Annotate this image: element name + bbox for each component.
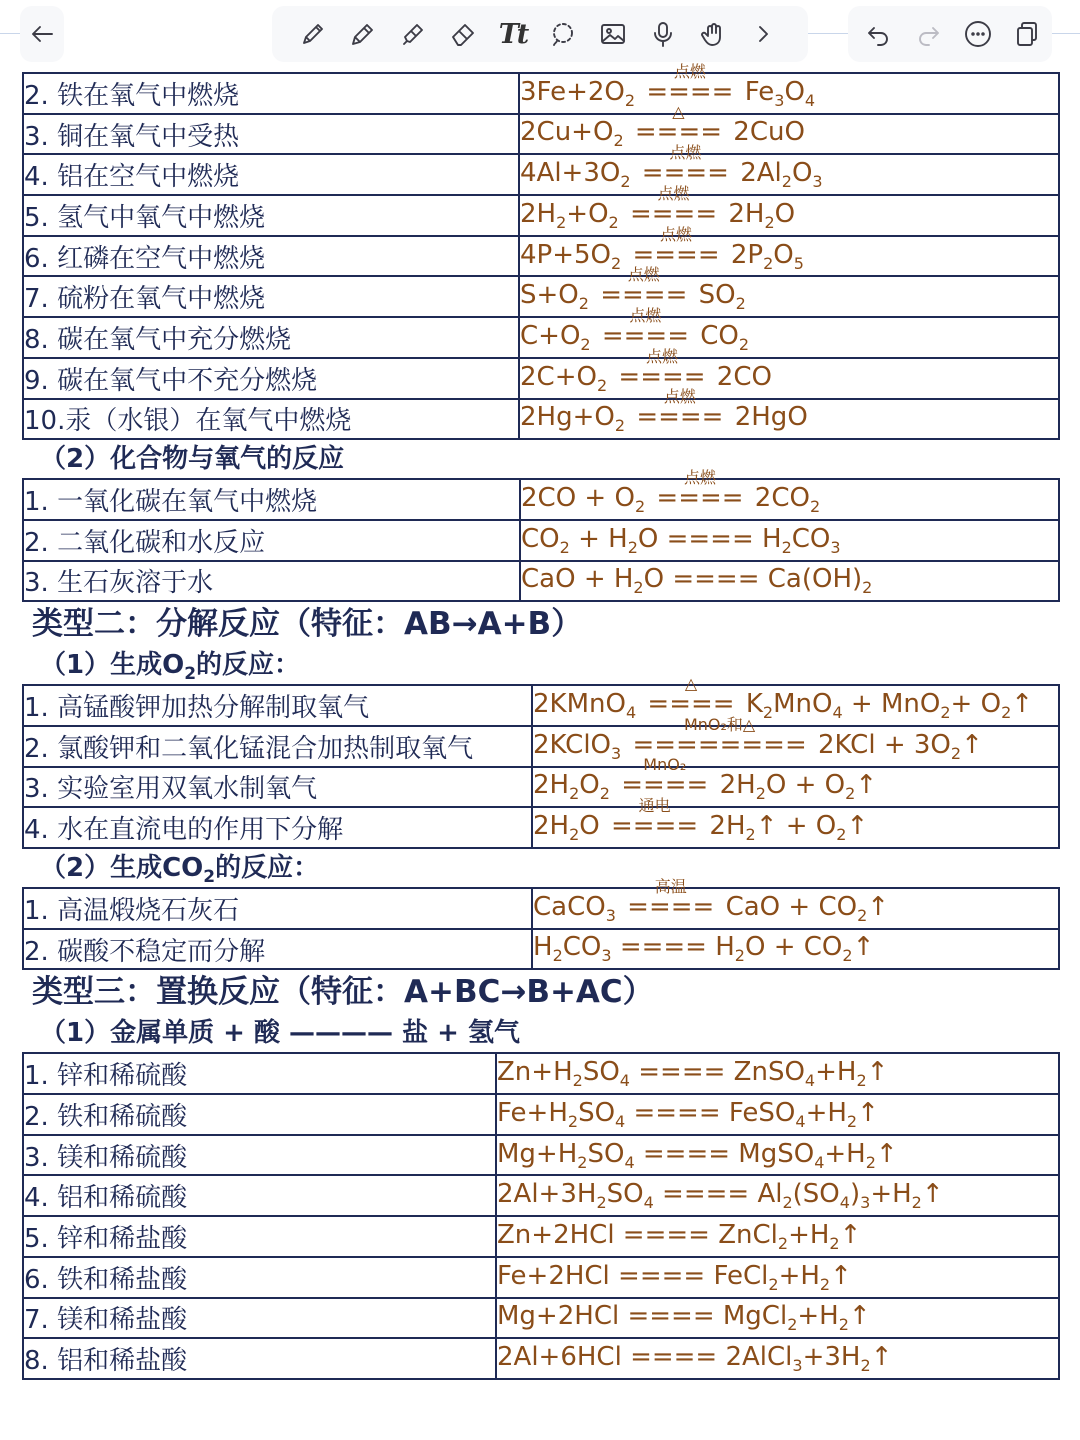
table-row xyxy=(23,929,1059,970)
undo-icon[interactable] xyxy=(854,6,904,62)
reaction-name: 2. 氯酸钾和二氧化锰混合加热制取氧气 xyxy=(23,726,532,767)
chemical-equation: Zn+2HCl ==== $ZnCl_2+H_2↑$ xyxy=(496,1216,1059,1257)
reaction-condition: 点燃 ==== xyxy=(600,265,688,311)
more-options-icon[interactable] xyxy=(953,6,1003,62)
eraser-icon[interactable] xyxy=(438,6,488,62)
table-row xyxy=(23,807,1059,848)
subsection-heading: （2）化合物与氧气的反应 xyxy=(40,444,345,475)
table-row xyxy=(23,358,1059,399)
reaction-name: 3. 生石灰溶于水 xyxy=(23,561,520,602)
chemical-equation: Mg+2HCl ==== $MgCl_2+H_2↑$ xyxy=(496,1298,1059,1339)
table-row xyxy=(23,520,1059,561)
table-row xyxy=(23,195,1059,236)
chemical-equation: $2Al+3H_2SO_4$ ==== $Al_2(SO_4)_3+H_2↑$ xyxy=(496,1175,1059,1216)
table-row xyxy=(23,1053,1059,1094)
microphone-icon[interactable] xyxy=(638,6,688,62)
reaction-name: 4. 铝在空气中燃烧 xyxy=(23,154,519,195)
chemical-equation: $4Al+3O_2$ 点燃 ==== $2Al_2O_3$ xyxy=(519,154,1059,195)
pages-icon[interactable] xyxy=(1003,6,1053,62)
reaction-condition: △ ==== xyxy=(647,674,735,719)
reaction-name: 7. 硫粉在氧气中燃烧 xyxy=(23,276,519,317)
back-arrow-icon[interactable] xyxy=(20,6,64,62)
reaction-name: 1. 高温煅烧石灰石 xyxy=(23,888,532,929)
lasso-icon[interactable] xyxy=(538,6,588,62)
table-row xyxy=(23,236,1059,277)
table-row xyxy=(23,1175,1059,1216)
table-row xyxy=(23,1257,1059,1298)
reaction-name: 8. 碳在氧气中充分燃烧 xyxy=(23,317,519,358)
chemical-equation: $Fe+H_2SO_4$ ==== $FeSO_4+H_2↑$ xyxy=(496,1094,1059,1135)
reaction-condition: 点燃 ==== xyxy=(629,183,718,229)
table-row xyxy=(23,276,1059,317)
reaction-table xyxy=(22,674,1060,849)
reaction-table xyxy=(22,467,1060,602)
table-row xyxy=(23,561,1059,602)
table-row xyxy=(23,479,1059,520)
table-row xyxy=(23,317,1059,358)
table-row xyxy=(23,1298,1059,1339)
reaction-name: 6. 铁和稀盐酸 xyxy=(23,1257,496,1298)
chemical-equation: $Mg+H_2SO_4$ ==== $MgSO_4+H_2↑$ xyxy=(496,1135,1059,1176)
toolbar-divider-left xyxy=(0,33,20,34)
redo-icon[interactable] xyxy=(904,6,954,62)
reaction-name: 1. 锌和稀硫酸 xyxy=(23,1053,496,1094)
subsection-heading: （1）金属单质 + 酸 ———— 盐 + 氢气 xyxy=(40,1018,520,1049)
image-icon[interactable] xyxy=(588,6,638,62)
reaction-condition: 高温 ==== xyxy=(627,876,715,922)
chemical-equation: $2Cu+O_2$ △ ==== 2CuO xyxy=(519,114,1059,155)
toolbar-divider-mid xyxy=(808,33,848,34)
reaction-condition: 点燃 ==== xyxy=(601,305,689,351)
reaction-name: 7. 镁和稀盐酸 xyxy=(23,1298,496,1339)
table-row xyxy=(23,726,1059,767)
reaction-condition: △ ==== xyxy=(634,102,723,148)
drawing-tools xyxy=(272,6,808,62)
reaction-condition: 点燃 ==== xyxy=(641,143,729,189)
table-row xyxy=(23,73,1059,114)
reaction-condition: MnO₂和△ ======== xyxy=(632,714,807,760)
chemical-equation: $3Fe+2O_2$ 点燃 ==== $Fe_3O_4$ xyxy=(519,73,1059,114)
chemical-equation: $4P+5O_2$ 点燃 ==== $2P_2O_5$ xyxy=(519,236,1059,277)
reaction-name: 9. 碳在氧气中不充分燃烧 xyxy=(23,358,519,399)
reaction-condition: 点燃 ==== xyxy=(636,387,724,433)
chemical-equation: 2Al+6HCl ==== $2AlCl_3+3H_2↑$ xyxy=(496,1338,1059,1379)
table-row xyxy=(23,888,1059,929)
reaction-name: 4. 水在直流电的作用下分解 xyxy=(23,807,532,848)
section-heading: 类型三：置换反应（特征：A+BC→B+AC） xyxy=(32,974,654,1011)
reaction-name: 1. 一氧化碳在氧气中燃烧 xyxy=(23,479,520,520)
gesture-hand-icon[interactable] xyxy=(688,6,738,62)
reaction-name: 3. 实验室用双氧水制氧气 xyxy=(23,767,532,808)
chemical-equation: Fe+2HCl ==== $FeCl_2+H_2↑$ xyxy=(496,1257,1059,1298)
highlighter-icon[interactable] xyxy=(388,6,438,62)
reaction-name: 3. 铜在氧气中受热 xyxy=(23,114,519,155)
reaction-name: 8. 铝和稀盐酸 xyxy=(23,1338,496,1379)
chemical-equation: 2KMnO$_4$ △ ==== $K_2MnO_4 + MnO_2+$ $O_2↑$ xyxy=(532,685,1059,726)
subsection-heading: （2）生成$CO_2$的反应： xyxy=(40,853,320,888)
note-page[interactable] xyxy=(22,61,1060,1380)
chemical-equation: CaO + $H_2O$ ==== $Ca(OH)_2$ xyxy=(520,561,1059,602)
reaction-name: 10.汞（水银）在氧气中燃烧 xyxy=(23,399,519,440)
reaction-condition: 点燃 ==== xyxy=(618,346,706,392)
table-row xyxy=(23,399,1059,440)
text-tool-icon[interactable] xyxy=(488,6,538,62)
chemical-equation: $2CO + O_2$ 点燃 ==== $2CO_2$ xyxy=(520,479,1059,520)
table-row xyxy=(23,154,1059,195)
table-row xyxy=(23,767,1059,808)
reaction-condition: 点燃 ==== xyxy=(656,467,744,513)
table-row xyxy=(23,114,1059,155)
reaction-condition: 点燃 ==== xyxy=(632,224,720,270)
section-heading: 类型二：分解反应（特征：AB→A+B） xyxy=(32,606,583,643)
reaction-name: 5. 氢气中氧气中燃烧 xyxy=(23,195,519,236)
chemical-equation: $CO_2 + H_2O$ ==== $H_2CO_3$ xyxy=(520,520,1059,561)
reaction-table xyxy=(22,1052,1060,1380)
chemical-equation: $2C+O_2$ 点燃 ==== 2CO xyxy=(519,358,1059,399)
reaction-name: 3. 镁和稀硫酸 xyxy=(23,1135,496,1176)
table-row xyxy=(23,1135,1059,1176)
back-button[interactable] xyxy=(20,6,64,62)
chemical-equation: CaCO$_3$ 高温 ==== CaO + $CO_2↑$ xyxy=(532,888,1059,929)
reaction-condition: MnO₂ ==== xyxy=(621,755,709,801)
reaction-name: 5. 锌和稀盐酸 xyxy=(23,1216,496,1257)
toolbar-divider-right xyxy=(1052,33,1080,34)
reaction-table xyxy=(22,876,1060,970)
text-tool-label: Tt xyxy=(498,18,528,50)
reaction-name: 6. 红磷在空气中燃烧 xyxy=(23,236,519,277)
chemical-equation: $2H_2O_2$ MnO₂ ==== $2H_2O$ + $O_2↑$ xyxy=(532,767,1059,808)
reaction-condition: 点燃 ==== xyxy=(646,61,734,107)
history-tools xyxy=(848,6,1052,62)
table-row xyxy=(23,1338,1059,1379)
chemical-equation: $2H_2+O_2$ 点燃 ==== $2H_2O$ xyxy=(519,195,1059,236)
reaction-name: 2. 铁在氧气中燃烧 xyxy=(23,73,519,114)
chevron-right-icon[interactable] xyxy=(738,6,788,62)
chemical-equation: 2KClO$_3$ MnO₂和△ ======== $2KCl + 3O_2↑$ xyxy=(532,726,1059,767)
table-row xyxy=(23,1094,1059,1135)
reaction-table xyxy=(22,61,1060,440)
reaction-name: 4. 铝和稀硫酸 xyxy=(23,1175,496,1216)
table-row xyxy=(23,685,1059,726)
chemical-equation: $2H_2O$ 通电 ==== $2H_2↑$ + $O_2↑$ xyxy=(532,807,1059,848)
reaction-name: 2. 二氧化碳和水反应 xyxy=(23,520,520,561)
reaction-name: 1. 高锰酸钾加热分解制取氧气 xyxy=(23,685,532,726)
chemical-equation: $2Hg+O_2$ 点燃 ==== 2HgO xyxy=(519,399,1059,440)
reaction-condition: 通电 ==== xyxy=(611,796,699,842)
reaction-name: 2. 铁和稀硫酸 xyxy=(23,1094,496,1135)
table-row xyxy=(23,1216,1059,1257)
reaction-name: 2. 碳酸不稳定而分解 xyxy=(23,929,532,970)
chemical-equation: $Zn+H_2SO_4$ ==== $ZnSO_4+H_2↑$ xyxy=(496,1053,1059,1094)
pencil-icon[interactable] xyxy=(338,6,388,62)
subsection-heading: （1）生成$O_2$的反应： xyxy=(40,650,301,685)
toolbar xyxy=(0,0,1080,66)
chemical-equation: $S+O_2$ 点燃 ==== $SO_2$ xyxy=(519,276,1059,317)
pen-icon[interactable] xyxy=(288,6,338,62)
chemical-equation: $H_2CO_3$ ==== $H_2O$ + $CO_2↑$ xyxy=(532,929,1059,970)
chemical-equation: $C+O_2$ 点燃 ==== $CO_2$ xyxy=(519,317,1059,358)
